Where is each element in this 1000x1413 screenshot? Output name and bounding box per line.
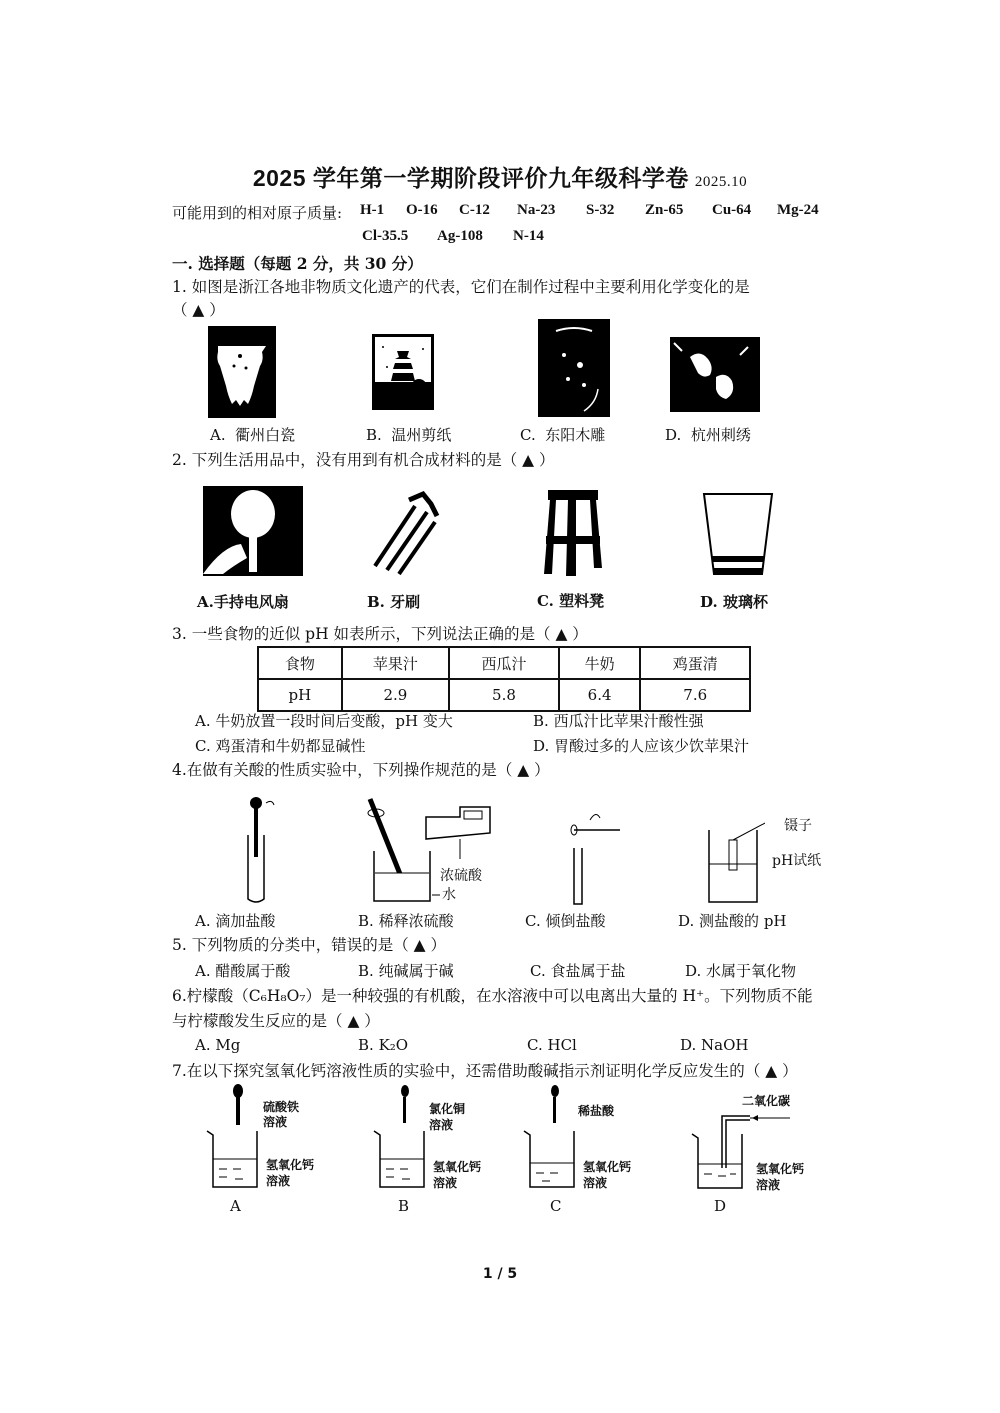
- reagent-7a-l2: 溶液: [263, 1115, 288, 1129]
- question-2-stem: 2. 下列生活用品中，没有用到有机合成材料的是（ ▲ ）: [172, 451, 555, 469]
- diagram-measure-ph: [705, 820, 765, 910]
- option-1-a: A. 衢州白瓷: [210, 426, 296, 444]
- option-6-c: C. HCl: [527, 1036, 577, 1054]
- option-2-b: B. 牙刷: [367, 593, 421, 611]
- diagram-7b: [372, 1083, 432, 1193]
- atomic-masses-label: 可能用到的相对原子质量:: [172, 204, 343, 222]
- question-5-stem: 5. 下列物质的分类中，错误的是（ ▲ ）: [172, 936, 447, 954]
- exam-title: 2025 学年第一学期阶段评价九年级科学卷: [252, 165, 689, 191]
- solution-7c: 氢氧化钙: [583, 1160, 632, 1174]
- atomic-mass: Mg-24: [777, 202, 819, 218]
- option-2-a: A.手持电风扇: [197, 593, 289, 611]
- option-7-b: B: [398, 1197, 410, 1215]
- option-4-d: D. 测盐酸的 pH: [678, 912, 787, 930]
- option-4-a: A. 滴加盐酸: [195, 912, 276, 930]
- diagram-dropping-acid: [240, 795, 300, 905]
- toothbrush-image: [365, 486, 445, 576]
- solution-7b: 氢氧化钙: [433, 1160, 482, 1174]
- diagram-7a: [205, 1083, 265, 1193]
- paper-cutting-image: [372, 334, 434, 410]
- atomic-mass: Cu-64: [712, 202, 752, 218]
- ph-table: [257, 646, 751, 712]
- option-5-d: D. 水属于氧化物: [685, 962, 797, 980]
- solution-7b-l2: 溶液: [433, 1176, 458, 1190]
- label-ph-paper: pH试纸: [772, 853, 822, 869]
- atomic-mass: H-1: [360, 202, 385, 218]
- table-cell: 7.6: [640, 679, 750, 711]
- porcelain-image: [208, 326, 276, 418]
- table-header-row: [258, 647, 750, 679]
- question-6-stem: 6.柠檬酸（C₆H₈O₇）是一种较强的有机酸，在水溶液中可以电离出大量的 H⁺。下列物质不能: [172, 987, 813, 1005]
- option-7-d: D: [714, 1197, 727, 1215]
- option-5-a: A. 醋酸属于酸: [195, 962, 291, 980]
- reagent-7b: 氯化铜: [429, 1102, 466, 1116]
- option-3-c: C. 鸡蛋清和牛奶都显碱性: [195, 737, 366, 755]
- option-3-d: D. 胃酸过多的人应该少饮苹果汁: [533, 737, 750, 755]
- option-5-b: B. 纯碱属于碱: [358, 962, 454, 980]
- section-heading: 一. 选择题（每题 2 分，共 30 分）: [172, 254, 423, 273]
- question-4-stem: 4.在做有关酸的性质实验中，下列操作规范的是（ ▲ ）: [172, 761, 550, 779]
- label-concentrated-sulfuric-acid: 浓硫酸: [440, 868, 482, 884]
- question-6-stem-cont: 与柠檬酸发生反应的是（ ▲ ）: [172, 1012, 380, 1030]
- reagent-7a: 硫酸铁: [263, 1100, 300, 1114]
- option-6-a: A. Mg: [195, 1036, 241, 1054]
- reagent-7c: 稀盐酸: [578, 1104, 615, 1118]
- option-6-d: D. NaOH: [680, 1036, 749, 1054]
- answer-mark: （ ▲ ）: [172, 301, 225, 319]
- solution-7c-l2: 溶液: [583, 1176, 608, 1190]
- option-1-c: C. 东阳木雕: [520, 426, 606, 444]
- option-7-c: C: [550, 1197, 562, 1215]
- label-water: 水: [442, 887, 456, 903]
- table-cell: 2.9: [342, 679, 450, 711]
- option-3-b: B. 西瓜汁比苹果汁酸性强: [533, 712, 704, 730]
- option-6-b: B. K₂O: [358, 1036, 409, 1054]
- solution-7a-l2: 溶液: [266, 1174, 291, 1188]
- table-cell: 鸡蛋清: [640, 647, 750, 679]
- table-cell: 苹果汁: [342, 647, 450, 679]
- diagram-7d: [690, 1100, 800, 1195]
- page-number: 1 / 5: [482, 1266, 518, 1282]
- atomic-mass: S-32: [586, 202, 615, 218]
- diagram-pour-acid: [560, 800, 640, 905]
- handheld-fan-image: [203, 486, 303, 576]
- atomic-mass: Ag-108: [437, 228, 483, 244]
- question-3-stem: 3. 一些食物的近似 pH 如表所示，下列说法正确的是（ ▲ ）: [172, 625, 588, 643]
- diagram-7c: [522, 1083, 582, 1193]
- option-1-d: D. 杭州刺绣: [665, 426, 751, 444]
- table-cell: 西瓜汁: [449, 647, 559, 679]
- question-7-stem: 7.在以下探究氢氧化钙溶液性质的实验中，还需借助酸碱指示剂证明化学反应发生的（ ▲ ）: [172, 1062, 798, 1080]
- embroidery-image: [670, 337, 760, 412]
- table-cell: 5.8: [449, 679, 559, 711]
- solution-7d-l2: 溶液: [756, 1178, 781, 1192]
- option-2-c: C. 塑料凳: [537, 592, 605, 610]
- atomic-mass: Zn-65: [645, 202, 684, 218]
- table-cell: 6.4: [559, 679, 641, 711]
- label-tweezers: 镊子: [784, 818, 812, 834]
- solution-7d: 氢氧化钙: [756, 1162, 805, 1176]
- question-1-stem: 1. 如图是浙江各地非物质文化遗产的代表，它们在制作过程中主要利用化学变化的是: [172, 278, 750, 296]
- atomic-mass: N-14: [513, 228, 544, 244]
- reagent-7b-l2: 溶液: [429, 1118, 454, 1132]
- table-cell: pH: [258, 679, 342, 711]
- option-4-b: B. 稀释浓硫酸: [358, 912, 454, 930]
- plastic-stool-image: [540, 488, 606, 578]
- option-3-a: A. 牛奶放置一段时间后变酸，pH 变大: [195, 712, 453, 730]
- option-4-c: C. 倾倒盐酸: [525, 912, 606, 930]
- table-cell: 食物: [258, 647, 342, 679]
- atomic-mass: O-16: [406, 202, 438, 218]
- atomic-mass: C-12: [459, 202, 490, 218]
- diagram-dilute-sulfuric-acid: [360, 795, 500, 905]
- option-2-d: D. 玻璃杯: [700, 593, 768, 611]
- page-title: [0, 160, 1000, 193]
- option-5-c: C. 食盐属于盐: [530, 962, 626, 980]
- reagent-7d: 二氧化碳: [742, 1094, 791, 1108]
- exam-date: 2025.10: [694, 174, 748, 190]
- table-cell: 牛奶: [559, 647, 641, 679]
- solution-7a: 氢氧化钙: [266, 1158, 315, 1172]
- glass-cup-image: [702, 490, 774, 578]
- atomic-mass: Na-23: [517, 202, 556, 218]
- option-7-a: A: [230, 1197, 241, 1215]
- atomic-mass: Cl-35.5: [362, 228, 409, 244]
- wood-carving-image: [538, 319, 610, 417]
- table-row: [258, 679, 750, 711]
- option-1-b: B. 温州剪纸: [366, 426, 452, 444]
